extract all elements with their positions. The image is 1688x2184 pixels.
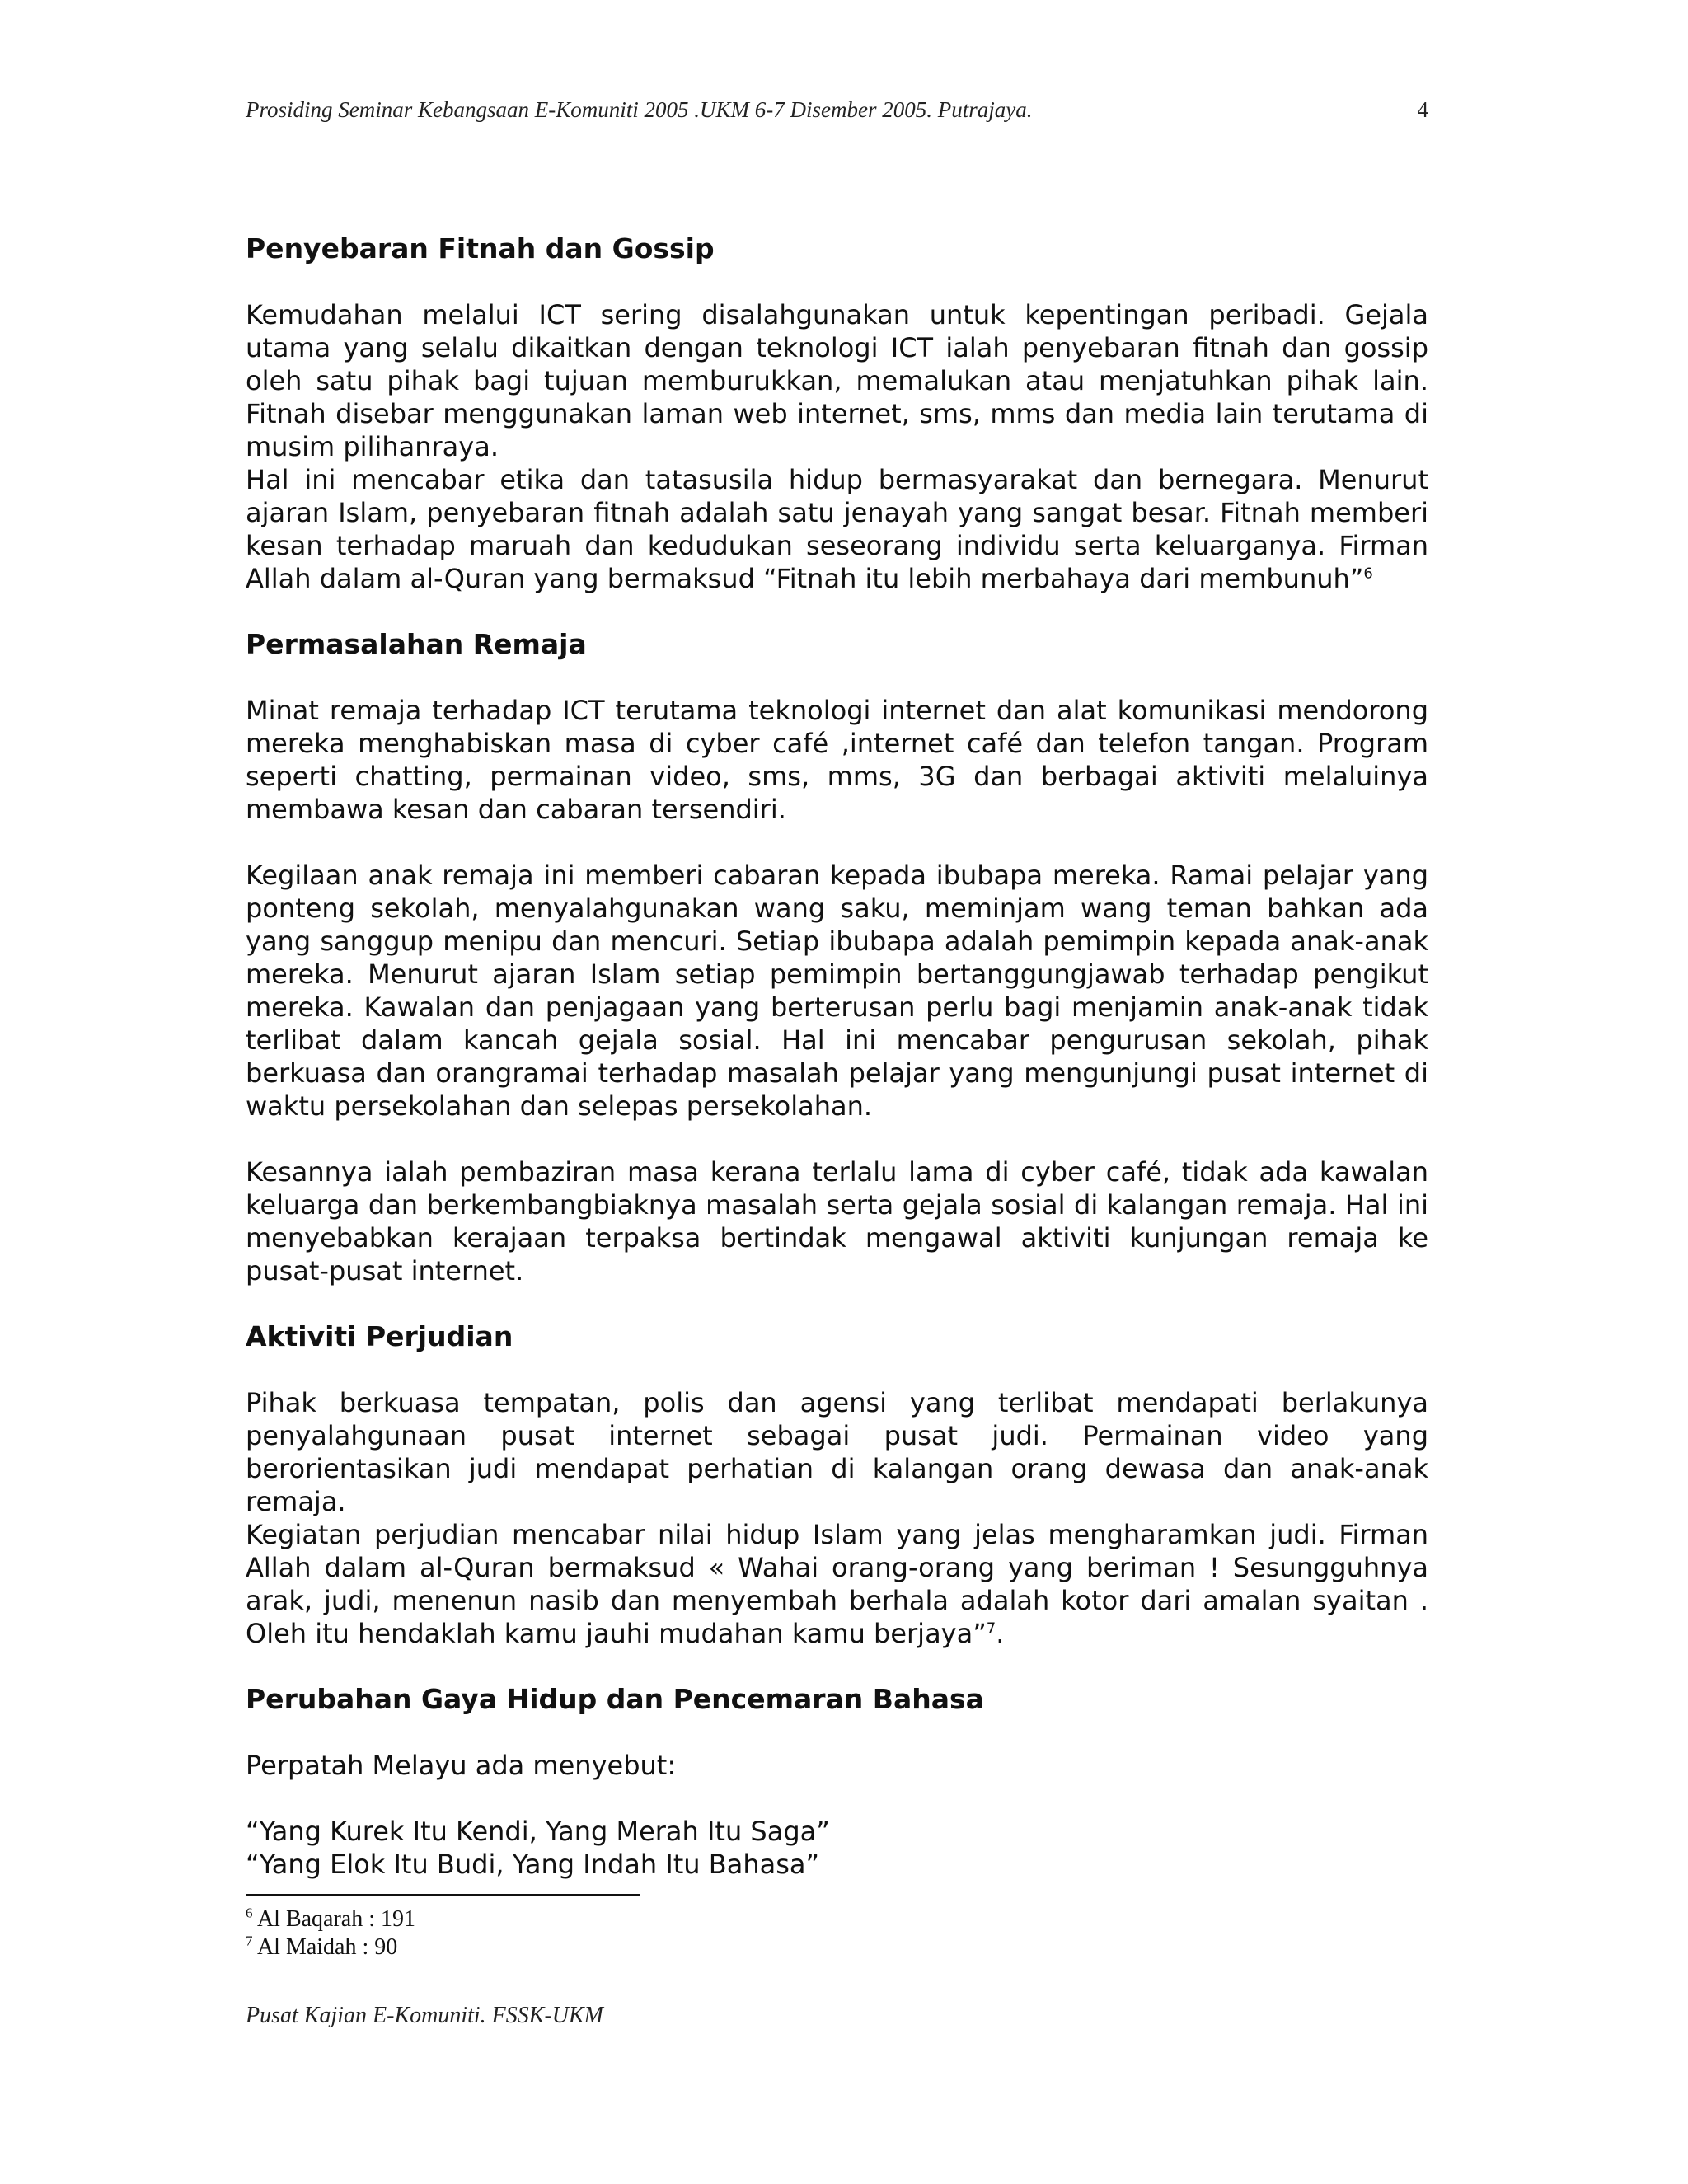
paragraph-text: Hal ini mencabar etika dan tatasusila hidup bermasyarakat dan bernegara. Menurut ajaran Islam, penyebaran fitnah adalah satu jenayah yang sangat besar. Fitnah memberi kesan terhadap maruah dan kedudukan seseorang individu serta keluarganya. Firman Allah dalam al-Quran yang bermaksud “Fitnah itu lebih merbahaya dari membunuh” <box>246 464 1428 594</box>
spacer <box>246 265 1428 298</box>
spacer <box>246 1782 1428 1815</box>
spacer <box>246 1122 1428 1155</box>
paragraph: Kegilaan anak remaja ini memberi cabaran kepada ibubapa mereka. Ramai pelajar yang ponteng sekolah, menyalahgunakan wang saku, meminjam wang teman bahkan ada yang sanggup menipu dan mencuri. Setiap ibubapa adalah pemimpin kepada anak-anak mereka. Menurut ajaran Islam setiap pemimpin bertanggungjawab terhadap pengikut mereka. Kawalan dan penjagaan yang berterusan perlu bagi menjamin anak-anak tidak terlibat dalam kancah gejala sosial. Hal ini mencabar pengurusan sekolah, pihak berkuasa dan orangramai terhadap masalah pelajar yang mengunjungi pusat internet di waktu persekolahan dan selepas persekolahan. <box>246 860 1428 1122</box>
footnote-ref[interactable]: 7 <box>986 1619 996 1638</box>
footnote-item <box>246 1905 987 1933</box>
header-title: Prosiding Seminar Kebangsaan E-Komuniti 2005 .UKM 6-7 Disember 2005. Putrajaya. <box>246 97 1033 122</box>
footnotes <box>246 1905 987 1961</box>
paragraph: Kesannya ialah pembaziran masa kerana terlalu lama di cyber café, tidak ada kawalan keluarga dan berkembangbiaknya masalah serta gejala sosial di kalangan remaja. Hal ini menyebabkan kerajaan terpaksa bertindak mengawal aktiviti kunjungan remaja ke pusat-pusat internet. <box>246 1156 1428 1286</box>
footnote-number: 7 <box>246 1933 253 1949</box>
proverb-line: “Yang Elok Itu Budi, Yang Indah Itu Bahasa” <box>246 1849 820 1880</box>
spacer <box>246 661 1428 694</box>
footnote-text: Al Maidah : 90 <box>252 1934 398 1960</box>
paragraph: Pihak berkuasa tempatan, polis dan agensi yang terlibat mendapati berlakunya penyalahgunaan pusat internet sebagai pusat judi. Permainan video yang berorientasikan judi mendapat perhatian di kalangan orang dewasa dan anak-anak remaja. <box>246 1387 1428 1517</box>
spacer <box>246 1287 1428 1320</box>
paragraph-text: Kegiatan perjudian mencabar nilai hidup Islam yang jelas mengharamkan judi. Firman Allah dalam al-Quran bermaksud « Wahai orang-orang yang beriman ! Sesungguhnya arak, judi, menenun nasib dan menyembah berhala adalah kotor dari amalan syaitan . Oleh itu hendaklah kamu jauhi mudahan kamu berjaya” <box>246 1519 1428 1649</box>
paragraph: Perpatah Melayu ada menyebut: <box>246 1750 677 1781</box>
section-heading-gaya-hidup: Perubahan Gaya Hidup dan Pencemaran Bahasa <box>246 1683 984 1715</box>
spacer <box>246 1353 1428 1386</box>
paragraph: Minat remaja terhadap ICT terutama teknologi internet dan alat komunikasi mendorong mereka menghabiskan masa di cyber café ,internet café dan telefon tangan. Program seperti chatting, permainan video, sms, mms, 3G dan berbagai aktiviti melaluinya membawa kesan dan cabaran tersendiri. <box>246 695 1428 825</box>
footnote-ref[interactable]: 6 <box>1363 565 1373 583</box>
page-number: 4 <box>1417 97 1428 122</box>
spacer <box>246 826 1428 859</box>
paragraph: Kemudahan melalui ICT sering disalahgunakan untuk kepentingan peribadi. Gejala utama yang selalu dikaitkan dengan teknologi ICT ialah penyebaran fitnah dan gossip oleh satu pihak bagi tujuan memburukkan, memalukan atau menjatuhkan pihak lain. Fitnah disebar menggunakan laman web internet, sms, mms dan media lain terutama di musim pilihanraya. <box>246 299 1428 462</box>
footnote-separator <box>246 1894 640 1896</box>
proverb-line: “Yang Kurek Itu Kendi, Yang Merah Itu Saga” <box>246 1816 830 1847</box>
running-footer: Pusat Kajian E-Komuniti. FSSK-UKM <box>246 2003 603 2028</box>
running-header <box>246 97 1428 130</box>
paragraph-with-footnote <box>246 1518 1428 1650</box>
paragraph-with-footnote <box>246 463 1428 595</box>
section-heading-remaja: Permasalahan Remaja <box>246 628 587 660</box>
section-heading-perjudian: Aktiviti Perjudian <box>246 1320 513 1352</box>
spacer <box>246 595 1428 628</box>
spacer <box>246 1716 1428 1749</box>
footnote-item <box>246 1933 987 1961</box>
footnote-text: Al Baqarah : 191 <box>252 1906 416 1932</box>
paragraph-end: . <box>996 1618 1005 1649</box>
footnote-number: 6 <box>246 1905 253 1921</box>
section-heading-fitnah: Penyebaran Fitnah dan Gossip <box>246 232 715 265</box>
spacer <box>246 1650 1428 1683</box>
document-body <box>246 232 1428 1881</box>
